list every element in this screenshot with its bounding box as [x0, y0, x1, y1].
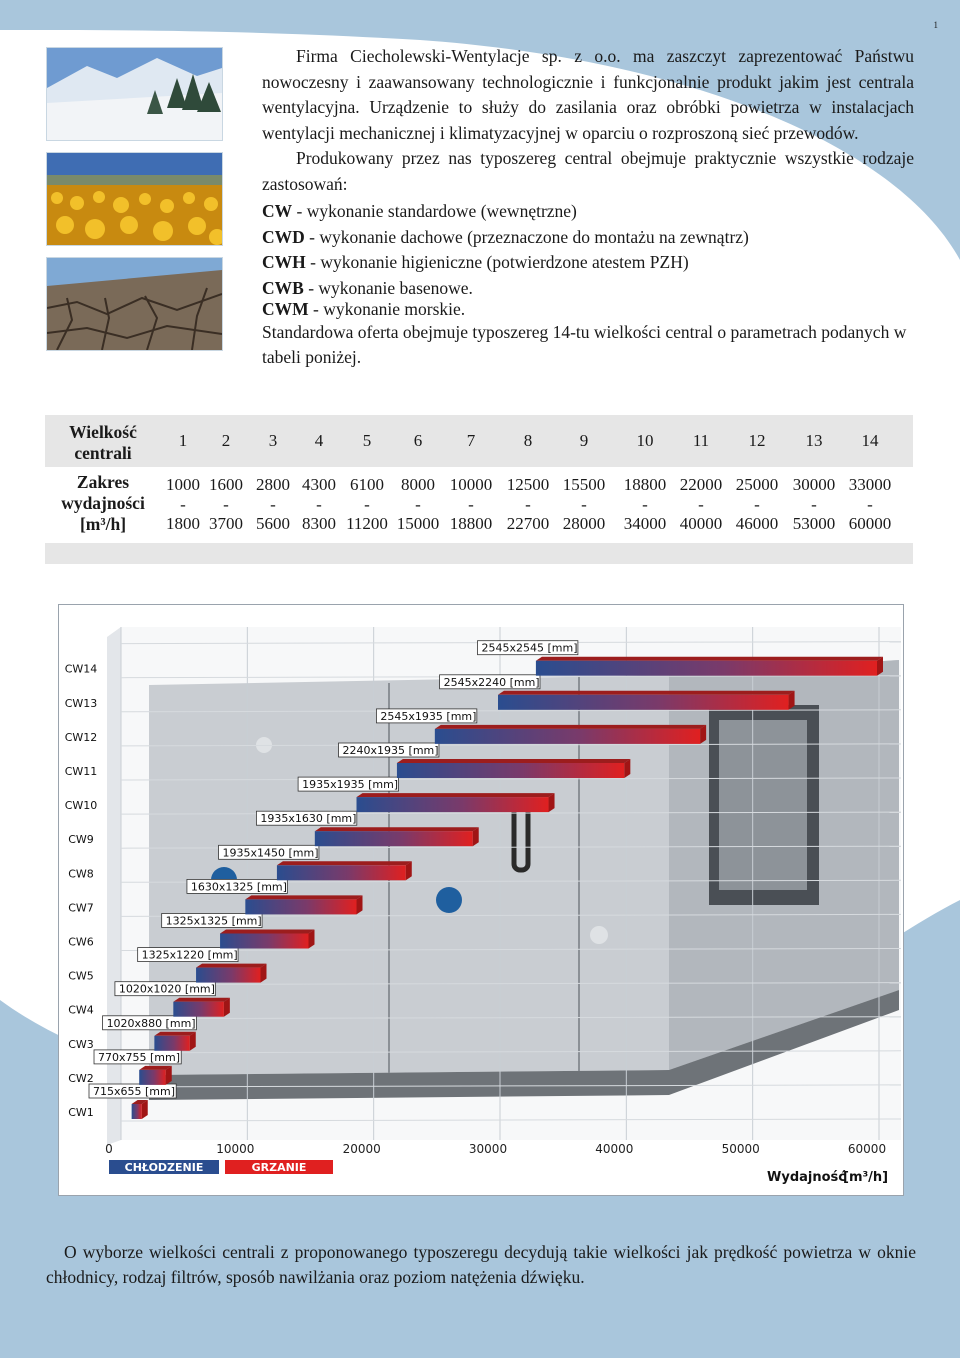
range-min-cell: 2800	[256, 475, 290, 494]
range-min-cell: 15500	[562, 475, 606, 494]
bar-annotation: 1935x1450 [mm]	[222, 846, 319, 860]
x-tick-label: 0	[105, 1142, 113, 1156]
x-tick-label: 60000	[847, 1142, 887, 1156]
category-label: CW11	[64, 765, 98, 778]
bar-top-face	[315, 827, 479, 831]
bar-annotation: 1325x1325 [mm]	[165, 914, 262, 928]
bar-annotation: 1020x1020 [mm]	[118, 982, 215, 996]
range-dash-cell: -	[180, 495, 186, 514]
legend-label-cooling: CHŁODZENIE	[124, 1161, 204, 1174]
variant-cwm: CWM - wykonanie morskie.	[262, 298, 466, 319]
outro-text	[46, 1240, 916, 1290]
variant-cwd: CWD - wykonanie dachowe (przeznaczone do montażu na zewnątrz)	[262, 226, 749, 247]
range-max-cell: 15000	[396, 514, 440, 533]
capacity-chart	[58, 604, 904, 1196]
category-label: CW3	[68, 1037, 94, 1051]
intro-paragraph-3: Standardowa oferta obejmuje typoszereg 14-tu wielkości central o parametrach podanych w tabeli poniżej.	[262, 321, 907, 367]
size-cell: 2	[221, 431, 231, 450]
range-bar	[139, 1070, 166, 1085]
size-cell: 9	[579, 431, 589, 450]
bar-top-face	[397, 759, 630, 763]
intro-text	[262, 44, 914, 370]
range-bar	[357, 797, 549, 812]
range-max-cell: 40000	[679, 514, 723, 533]
range-dash-cell: -	[525, 495, 531, 514]
bar-top-face	[435, 725, 706, 729]
range-dash-cell: -	[270, 495, 276, 514]
intro-paragraph-2: Produkowany przez nas typoszereg central obejmuje praktycznie wszystkie rodzaje zastosowań:	[262, 148, 914, 194]
range-bar	[154, 1036, 189, 1051]
category-label: CW12	[64, 730, 98, 744]
range-min-cell: 22000	[679, 475, 723, 494]
bar-annotation: 1325x1220 [mm]	[141, 948, 238, 962]
x-tick-label: 40000	[595, 1142, 634, 1156]
size-cell: 8	[523, 431, 533, 450]
x-tick-label: 30000	[468, 1142, 508, 1156]
category-label: CW4	[68, 1003, 94, 1017]
range-bar	[245, 899, 356, 914]
range-min-cell: 8000	[401, 475, 435, 494]
range-dash-cell: -	[867, 495, 873, 514]
category-label: CW6	[68, 935, 94, 949]
range-bar	[536, 661, 877, 676]
range-dash-cell: -	[468, 495, 474, 514]
range-min-cell: 10000	[449, 475, 493, 494]
range-min-cell: 12500	[506, 475, 550, 494]
category-label: CW2	[68, 1071, 94, 1085]
bar-annotation: 2545x2545 [mm]	[481, 641, 578, 655]
category-label: CW10	[64, 799, 98, 813]
sunflower-field-photo	[46, 152, 223, 246]
size-cell: 6	[413, 431, 423, 450]
variant-cw: CW - wykonanie standardowe (wewnętrzne)	[262, 201, 577, 221]
bar-annotation: 1935x1935 [mm]	[302, 778, 399, 792]
range-dash-cell: -	[642, 495, 648, 514]
size-cell: 4	[314, 431, 324, 450]
category-label: CW8	[68, 867, 94, 881]
range-min-cell: 33000	[848, 475, 892, 494]
range-bar	[277, 865, 406, 880]
range-bar	[435, 729, 700, 744]
range-dash-cell: -	[754, 495, 760, 514]
outro-paragraph: O wyborze wielkości centrali z proponowanego typoszeregu decydują takie wielkości jak prędkość powietrza w oknie chłodnicy, rodzaj filtrów, sposób nawilżania oraz poziom natężenia dźwięku.	[46, 1242, 916, 1287]
range-header: Zakres wydajności [m³/h]	[61, 472, 145, 534]
x-axis-unit: [m³/h]	[843, 1170, 889, 1185]
range-max-cell: 8300	[302, 514, 336, 533]
range-min-cell: 25000	[735, 475, 779, 494]
bar-annotation: 2240x1935 [mm]	[342, 744, 439, 757]
range-max-cell: 5600	[256, 514, 290, 533]
range-max-cell: 34000	[623, 514, 667, 533]
size-cell: 1	[178, 431, 188, 450]
range-min-cell: 1600	[209, 475, 243, 494]
size-table	[45, 415, 913, 564]
size-cell: 3	[268, 431, 278, 450]
range-bar	[173, 1002, 224, 1017]
category-label: CW13	[64, 696, 98, 710]
x-axis-label: Wydajność	[767, 1170, 846, 1185]
range-max-cell: 28000	[562, 514, 606, 533]
bar-top-face	[536, 657, 883, 661]
variant-cwb: CWB - wykonanie basenowe.	[262, 277, 473, 298]
size-cell: 5	[362, 431, 372, 450]
bar-top-face	[220, 930, 314, 934]
size-cell: 7	[466, 431, 476, 450]
intro-paragraph-1: Firma Ciecholewski-Wentylacje sp. z o.o. ma zaszczyt zaprezentować Państwu nowoczesny i zaawansowany technologicznie i funkcjonalnie produkt jakim jest centrala wentylacyjna. Urządzenie to służy do zasilania oraz obróbki powietrza w instalacjach wentylacji mechanicznej i klimatyzacyjnej w oparciu o rozproszoną sieć przewodów.	[262, 46, 914, 143]
range-max-cell: 53000	[792, 514, 836, 533]
range-max-cell: 3700	[209, 514, 243, 533]
range-dash-cell: -	[581, 495, 587, 514]
x-tick-label: 10000	[216, 1142, 255, 1156]
range-dash-cell: -	[698, 495, 704, 514]
size-cell: 11	[692, 431, 710, 450]
range-bar	[132, 1104, 142, 1119]
range-dash-cell: -	[415, 495, 421, 514]
bar-top-face	[173, 998, 230, 1002]
bar-annotation: 770x755 [mm]	[98, 1050, 181, 1064]
range-max-cell: 11200	[346, 514, 388, 533]
bar-annotation: 1020x880 [mm]	[106, 1016, 196, 1030]
range-bar	[315, 831, 473, 846]
range-dash-cell: -	[811, 495, 817, 514]
bar-annotation: 715x655 [mm]	[93, 1085, 176, 1098]
range-bar	[498, 695, 789, 710]
range-bar	[196, 968, 260, 983]
x-tick-label: 20000	[342, 1142, 381, 1156]
category-label: CW14	[64, 662, 98, 676]
range-min-cell: 30000	[792, 475, 836, 494]
variant-cwh: CWH - wykonanie higieniczne (potwierdzone atestem PZH)	[262, 252, 689, 272]
category-label: CW7	[68, 901, 94, 915]
size-cell: 10	[636, 431, 654, 450]
bar-top-face	[196, 964, 266, 968]
range-max-cell: 60000	[848, 514, 892, 533]
page-number: 1	[933, 20, 938, 30]
range-dash-cell: -	[364, 495, 370, 514]
range-min-cell: 6100	[350, 475, 384, 494]
range-bar	[220, 934, 308, 949]
table-bottom-band	[45, 543, 913, 564]
range-min-cell: 1000	[166, 475, 200, 494]
bar-annotation: 2545x2240 [mm]	[443, 675, 540, 689]
bar-annotation: 1935x1630 [mm]	[260, 812, 357, 826]
bar-top-face	[245, 895, 362, 899]
bar-top-face	[154, 1032, 195, 1036]
range-min-cell: 4300	[302, 475, 336, 494]
snowy-mountain-photo	[46, 47, 223, 141]
category-label: CW9	[68, 833, 94, 847]
size-cell: 13	[805, 431, 823, 450]
range-dash-cell: -	[316, 495, 322, 514]
chart-canvas	[59, 605, 903, 1195]
range-max-cell: 18800	[449, 514, 493, 533]
range-max-cell: 22700	[506, 514, 550, 533]
size-cell: 14	[861, 431, 879, 450]
range-max-cell: 1800	[166, 514, 200, 533]
legend-label-heating: GRZANIE	[251, 1161, 307, 1174]
range-dash-cell: -	[223, 495, 229, 514]
x-tick-label: 50000	[721, 1142, 760, 1156]
chart-side-wall	[107, 627, 121, 1145]
bar-annotation: 1630x1325 [mm]	[190, 880, 287, 894]
bar-top-face	[498, 691, 795, 695]
size-cell: 12	[748, 431, 766, 450]
cracked-earth-photo	[46, 257, 223, 351]
category-label: CW1	[68, 1106, 94, 1119]
bar-annotation: 2545x1935 [mm]	[380, 709, 477, 723]
range-bar	[397, 763, 624, 778]
range-min-cell: 18800	[623, 475, 667, 494]
bar-top-face	[357, 793, 555, 797]
size-header: Wielkość centrali	[69, 422, 137, 463]
category-label: CW5	[68, 969, 94, 983]
bar-top-face	[277, 861, 412, 865]
range-max-cell: 46000	[735, 514, 779, 533]
